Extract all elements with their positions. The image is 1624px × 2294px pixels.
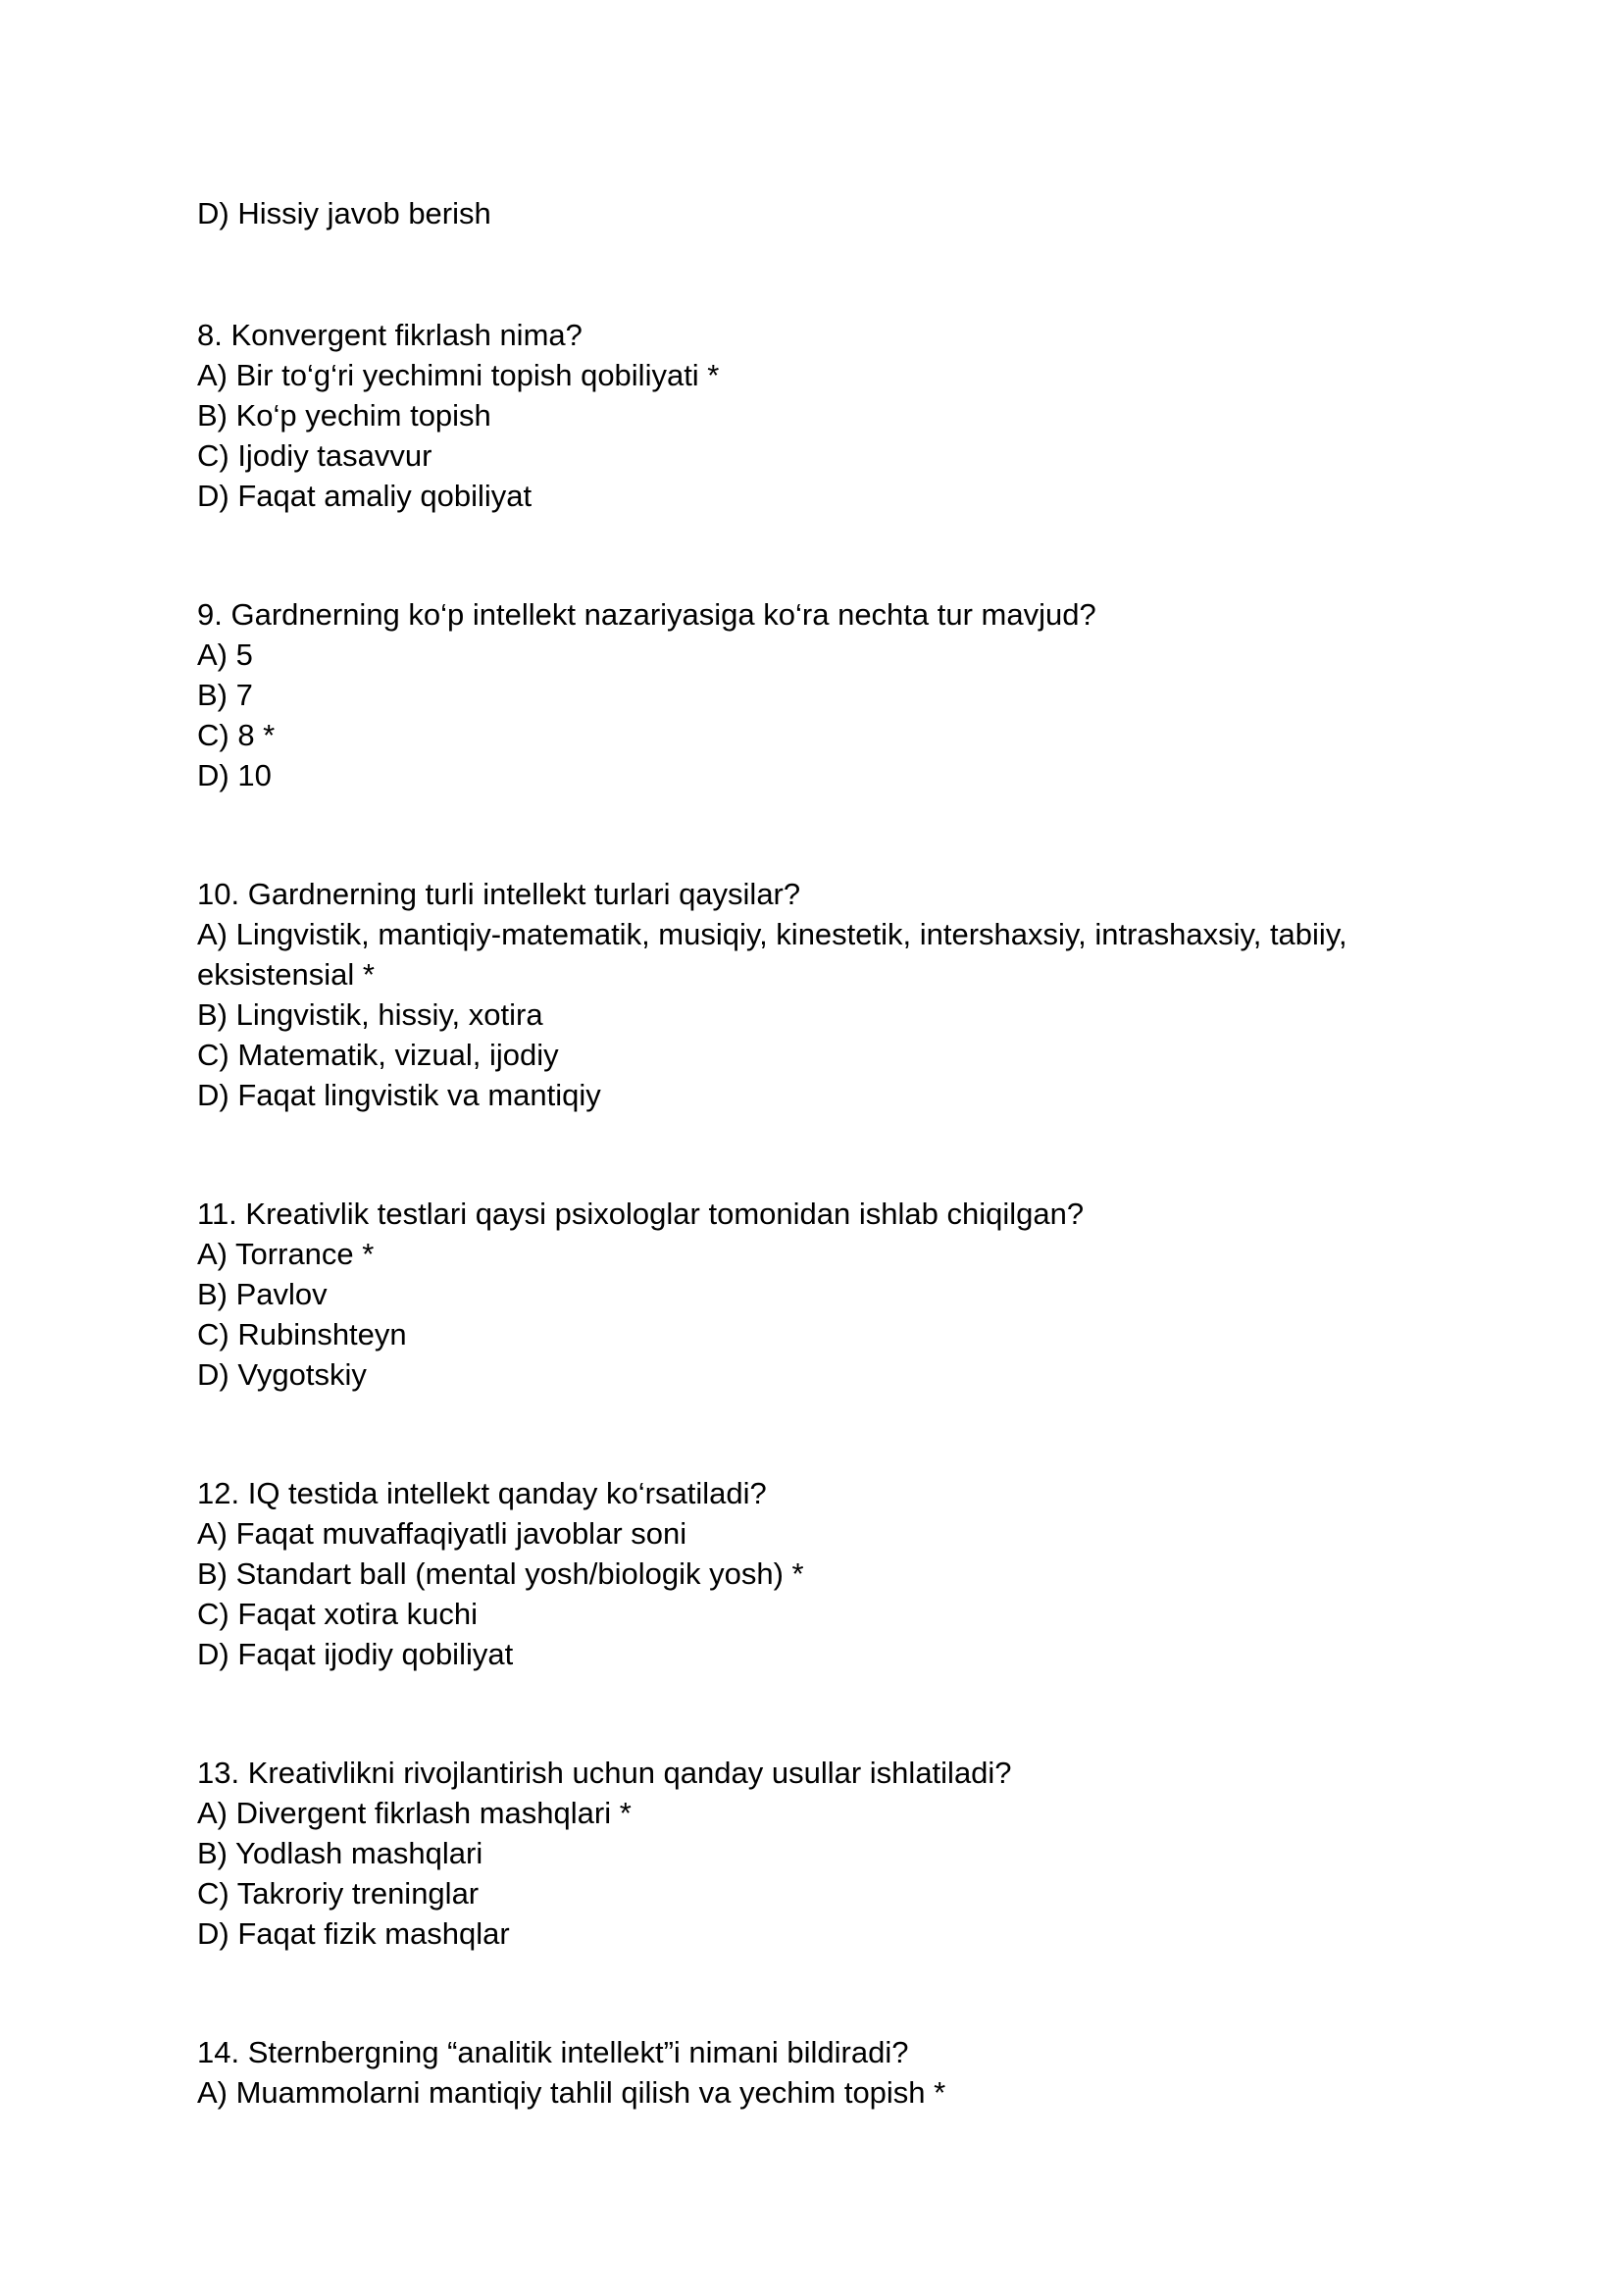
question-14-option-a: A) Muammolarni mantiqiy tahlil qilish va yechim topish *	[197, 2075, 946, 2110]
question-8-option-c: C) Ijodiy tasavvur	[197, 438, 432, 473]
question-11-option-b: B) Pavlov	[197, 1277, 328, 1311]
question-11-option-c: C) Rubinshteyn	[197, 1317, 407, 1351]
question-12-option-c: C) Faqat xotira kuchi	[197, 1597, 478, 1631]
question-9-option-c: C) 8 *	[197, 718, 276, 752]
question-10-title: 10. Gardnerning turli intellekt turlari qaysilar?	[197, 877, 801, 911]
question-9-option-d: D) 10	[197, 758, 272, 792]
question-14-title: 14. Sternbergning “analitik intellekt”i nimani bildiradi?	[197, 2035, 909, 2069]
option-d: D) Hissiy javob berish	[197, 196, 491, 230]
question-9-title: 9. Gardnerning ko‘p intellekt nazariyasiga ko‘ra nechta tur mavjud?	[197, 597, 1096, 632]
question-9-option-a: A) 5	[197, 637, 253, 672]
question-13-option-a: A) Divergent fikrlash mashqlari *	[197, 1796, 632, 1830]
question-13-option-d: D) Faqat fizik mashqlar	[197, 1916, 510, 1951]
question-12-option-a: A) Faqat muvaffaqiyatli javoblar soni	[197, 1516, 687, 1551]
question-11-option-d: D) Vygotskiy	[197, 1357, 367, 1392]
question-10-option-c: C) Matematik, vizual, ijodiy	[197, 1038, 559, 1072]
question-10-option-a: A) Lingvistik, mantiqiy-matematik, musiqiy, kinestetik, intershaxsiy, intrashaxsiy, tabiiy,	[197, 917, 1347, 951]
question-12-title: 12. IQ testida intellekt qanday ko‘rsatiladi?	[197, 1476, 767, 1510]
question-8-title: 8. Konvergent fikrlash nima?	[197, 318, 583, 352]
question-8-option-a: A) Bir to‘g‘ri yechimni topish qobiliyati *	[197, 358, 720, 392]
question-8-option-d: D) Faqat amaliy qobiliyat	[197, 479, 533, 513]
question-10-option-d: D) Faqat lingvistik va mantiqiy	[197, 1078, 601, 1112]
question-12-option-d: D) Faqat ijodiy qobiliyat	[197, 1637, 514, 1671]
question-11-title: 11. Kreativlik testlari qaysi psixologlar tomonidan ishlab chiqilgan?	[197, 1197, 1085, 1231]
question-9-option-b: B) 7	[197, 678, 253, 712]
question-10-option-b: B) Lingvistik, hissiy, xotira	[197, 997, 543, 1032]
question-11-option-a: A) Torrance *	[197, 1237, 375, 1271]
question-13-option-c: C) Takroriy treninglar	[197, 1876, 480, 1911]
question-8-option-b: B) Ko‘p yechim topish	[197, 398, 491, 433]
question-10-option-a-continued: eksistensial *	[197, 957, 375, 992]
question-13-option-b: B) Yodlash mashqlari	[197, 1836, 483, 1870]
question-12-option-b: B) Standart ball (mental yosh/biologik yosh) *	[197, 1556, 804, 1591]
question-13-title: 13. Kreativlikni rivojlantirish uchun qanday usullar ishlatiladi?	[197, 1756, 1012, 1790]
